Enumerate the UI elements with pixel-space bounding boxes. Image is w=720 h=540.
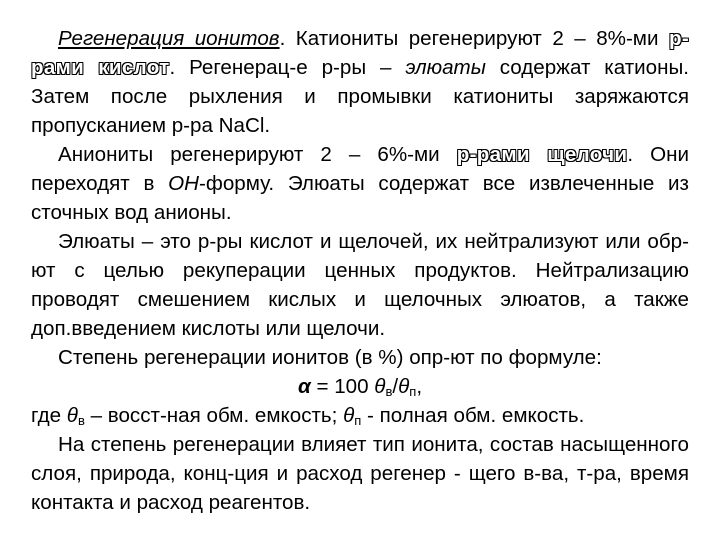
formula-subscript: п	[409, 384, 417, 399]
formula-part: ,	[416, 375, 423, 398]
text-span: - полная обм. емкость.	[361, 404, 585, 427]
text-span: . Регенерац-е р-ры –	[169, 56, 406, 79]
legend-theta: θ	[343, 404, 355, 427]
text-span: – восст-ная обм. емкость;	[84, 404, 344, 427]
formula-alpha: α	[297, 375, 311, 398]
paragraph-cation-regeneration	[31, 24, 689, 140]
legend-subscript: в	[77, 413, 85, 428]
text-span: . Они переходят в	[31, 143, 689, 195]
term-ion-exchanger-regeneration: Регенерация ионитов	[58, 27, 280, 50]
legend-theta: θ	[66, 404, 78, 427]
paragraph-influencing-factors: На степень регенерации влияет тип ионита, состав насыщенного слоя, природа, конц-ция и расход регенер - щего в-ва, т-ра, время контакта и расход реагентов.	[31, 433, 689, 514]
formula-theta: θ	[374, 375, 386, 398]
legend-subscript: п	[354, 413, 362, 428]
term-eluates: элюаты	[405, 56, 486, 79]
text-span: Аниониты регенерируют 2 – 6%-ми	[58, 143, 457, 166]
paragraph-eluates-neutralization: Элюаты – это р-ры кислот и щелочей, их нейтрализуют или обр-ют с целью рекуперации ценных продуктов. Нейтрализацию проводят смешением кислых и щелочных элюатов, а также доп.введением кислоты или щелочи.	[31, 230, 689, 340]
formula	[31, 372, 689, 401]
text-span: . Катиониты регенерируют 2 – 8%-ми	[279, 27, 669, 50]
formula-part: = 100	[310, 375, 375, 398]
highlight-alkali-solutions: р-рами щелочи	[456, 143, 628, 166]
paragraph-regeneration-degree: Степень регенерации ионитов (в %) опр-ют по формуле:	[58, 346, 602, 369]
formula-theta: θ	[398, 375, 410, 398]
paragraph-anion-regeneration	[31, 140, 689, 227]
text-span: -форму. Элюаты содержат все извлеченные из сточных вод анионы.	[31, 172, 689, 224]
paragraph-formula-legend	[31, 401, 689, 430]
text-span: содержат катионы. Затем после рыхления и промывки катиониты заряжаются пропусканием р-ра NaCl.	[31, 56, 689, 137]
highlight-acid-solutions: р-рами кислот	[31, 27, 689, 79]
formula-part: /	[392, 375, 399, 398]
formula-subscript: в	[385, 384, 393, 399]
text-span: где	[31, 404, 67, 427]
term-oh-form: ОН	[168, 172, 200, 195]
text-body	[31, 24, 689, 517]
